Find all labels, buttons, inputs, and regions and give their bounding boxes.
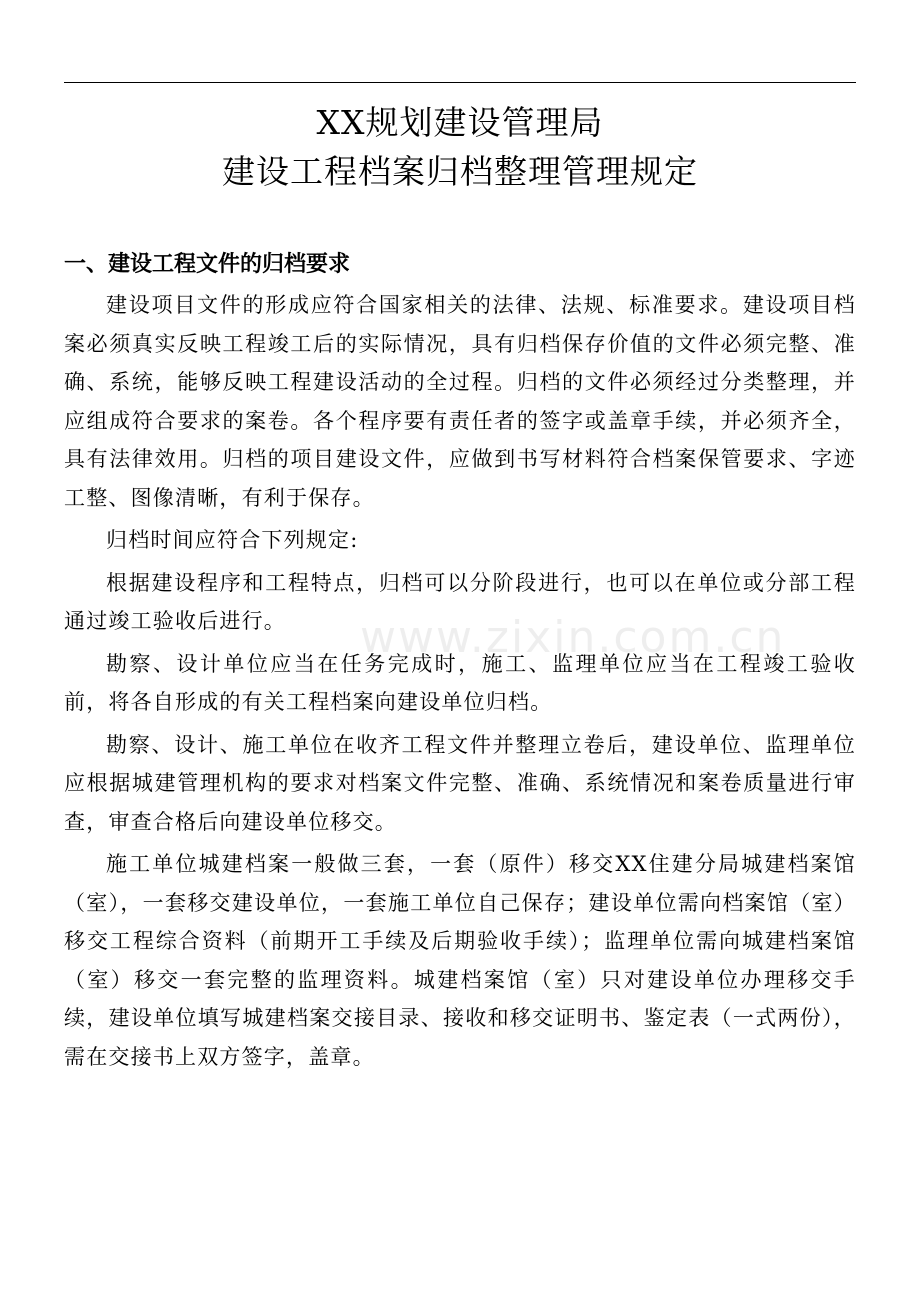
document-title: [64, 98, 856, 196]
header-rule: [64, 82, 856, 83]
body-paragraph: 根据建设程序和工程特点，归档可以分阶段进行，也可以在单位或分部工程通过竣工验收后进行。: [64, 570, 856, 633]
section-body: [64, 286, 856, 1080]
body-paragraph: 勘察、设计单位应当在任务完成时，施工、监理单位应当在工程竣工验收前，将各自形成的有关工程档案向建设单位归档。: [64, 651, 856, 714]
title-line-regulation: 建设工程档案归档整理管理规定: [222, 152, 698, 191]
title-line-organization: XX规划建设管理局: [316, 103, 604, 142]
body-paragraph: 归档时间应符合下列规定:: [106, 528, 359, 552]
section-heading: 一、建设工程文件的归档要求: [64, 252, 351, 277]
body-paragraph: 建设项目文件的形成应符合国家相关的法律、法规、标准要求。建设项目档案必须真实反映工程竣工后的实际情况，具有归档保存价值的文件必须完整、准确、系统，能够反映工程建设活动的全过程。归档的文件必须经过分类整理，并应组成符合要求的案卷。各个程序要有责任者的签字或盖章手续，并必须齐全，具有法律效用。归档的项目建设文件，应做到书写材料符合档案保管要求、字迹工整、图像清晰，有利于保存。: [64, 293, 856, 510]
body-paragraph: 勘察、设计、施工单位在收齐工程文件并整理立卷后，建设单位、监理单位应根据城建管理机构的要求对档案文件完整、准确、系统情况和案卷质量进行审查，审查合格后向建设单位移交。: [64, 732, 856, 834]
watermark: www.zixin.com.cn: [360, 612, 786, 663]
body-paragraph: 施工单位城建档案一般做三套，一套（原件）移交XX住建分局城建档案馆（室），一套移交建设单位，一套施工单位自己保存；建设单位需向档案馆（室）移交工程综合资料（前期开工手续及后期验收手续）；监理单位需向城建档案馆（室）移交一套完整的监理资料。城建档案馆（室）只对建设单位办理移交手续，建设单位填写城建档案交接目录、接收和移交证明书、鉴定表（一式两份），需在交接书上双方签字，盖章。: [64, 852, 856, 1069]
